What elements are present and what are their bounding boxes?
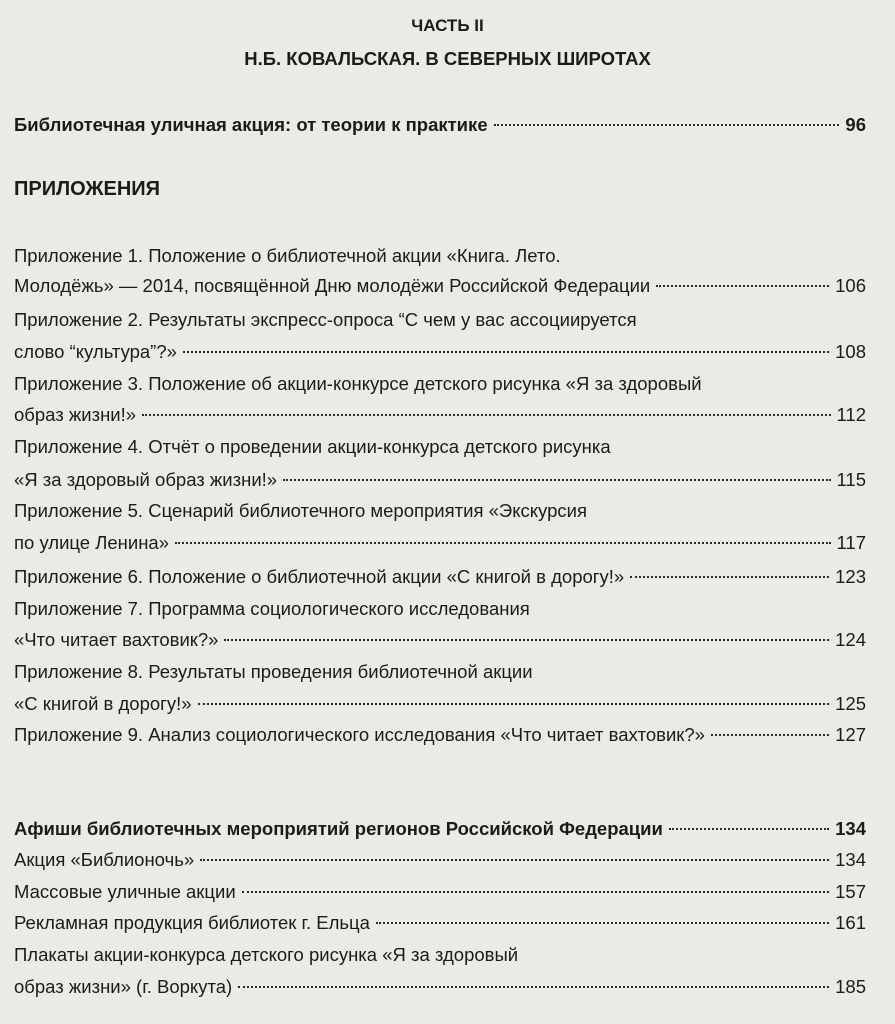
appendix-title: Приложение 6. Положение о библиотечной акции «С книгой в дорогу!» — [14, 566, 625, 587]
posters-item-page: 161 — [835, 912, 866, 933]
appendix-3 — [14, 401, 866, 429]
posters-item-title: Рекламная продукция библиотек г. Ельца — [14, 912, 370, 933]
appendix-page: 125 — [835, 693, 866, 714]
dot-leader — [200, 859, 829, 861]
appendix-8-line-1: Приложение 8. Результаты проведения библиотечной акции — [14, 661, 533, 682]
appendix-title-end: «Что читает вахтовик?» — [14, 629, 219, 650]
appendix-3-line-1: Приложение 3. Положение об акции-конкурсе детского рисунка «Я за здоровый — [14, 373, 702, 394]
appendix-title-end: «Я за здоровый образ жизни!» — [14, 469, 278, 490]
appendix-title-end: «С книгой в дорогу!» — [14, 693, 192, 714]
appendix-title: Приложение 9. Анализ социологического исследования «Что читает вахтовик?» — [14, 724, 705, 745]
appendix-page: 112 — [836, 404, 866, 425]
appendix-page: 115 — [836, 469, 866, 490]
appendix-6 — [14, 563, 866, 591]
dot-leader — [183, 351, 829, 353]
posters-item-3 — [14, 909, 866, 937]
appendix-5 — [14, 529, 866, 557]
appendix-7-line-1: Приложение 7. Программа социологического исследования — [14, 598, 530, 619]
appendix-title-end: Молодёжь» — 2014, посвящённой Дню молодёжи Российской Федерации — [14, 275, 651, 296]
appendix-2 — [14, 338, 866, 366]
dot-leader — [669, 828, 829, 830]
appendix-title-end: образ жизни!» — [14, 404, 137, 425]
posters-item-4-line-1: Плакаты акции-конкурса детского рисунка «Я за здоровый — [14, 944, 519, 965]
appendix-title-end: по улице Ленина» — [14, 532, 170, 553]
posters-item-2 — [14, 878, 866, 906]
appendix-8 — [14, 690, 866, 718]
toc-entry-title: Библиотечная уличная акция: от теории к практике — [14, 114, 488, 135]
dot-leader — [142, 414, 830, 416]
posters-item-4 — [14, 973, 866, 1001]
appendix-1 — [14, 272, 866, 300]
appendix-1-line-1: Приложение 1. Положение о библиотечной акции «Книга. Лето. — [14, 245, 561, 266]
dot-leader — [198, 703, 830, 705]
posters-item-page: 157 — [835, 881, 866, 902]
posters-section-page: 134 — [835, 818, 866, 839]
author-title: Н.Б. КОВАЛЬСКАЯ. В СЕВЕРНЫХ ШИРОТАХ — [244, 48, 651, 69]
appendix-9 — [14, 721, 866, 749]
posters-item-page: 185 — [835, 976, 866, 997]
appendix-4 — [14, 466, 866, 494]
part-title: ЧАСТЬ II — [411, 16, 484, 35]
dot-leader — [656, 285, 829, 287]
toc-entry-page: 96 — [845, 114, 866, 135]
appendix-page: 117 — [836, 532, 866, 553]
dot-leader — [238, 986, 829, 988]
dot-leader — [494, 124, 840, 126]
posters-item-title-end: образ жизни» (г. Воркута) — [14, 976, 233, 997]
dot-leader — [224, 639, 829, 641]
appendix-page: 106 — [835, 275, 866, 296]
appendix-2-line-1: Приложение 2. Результаты экспресс-опроса “С чем у вас ассоциируется — [14, 309, 637, 330]
posters-item-title: Акция «Библионочь» — [14, 849, 195, 870]
appendix-4-line-1: Приложение 4. Отчёт о проведении акции-конкурса детского рисунка — [14, 436, 611, 457]
appendix-5-line-1: Приложение 5. Сценарий библиотечного мероприятия «Экскурсия — [14, 500, 587, 521]
dot-leader — [630, 576, 829, 578]
posters-section-title: Афиши библиотечных мероприятий регионов Российской Федерации — [14, 818, 663, 839]
toc-entry-main — [14, 111, 866, 139]
appendix-page: 127 — [835, 724, 866, 745]
appendix-page: 123 — [835, 566, 866, 587]
appendix-page: 124 — [835, 629, 866, 650]
dot-leader — [376, 922, 829, 924]
posters-item-page: 134 — [835, 849, 866, 870]
dot-leader — [242, 891, 829, 893]
posters-item-1 — [14, 846, 866, 874]
dot-leader — [175, 542, 830, 544]
dot-leader — [283, 479, 830, 481]
dot-leader — [711, 734, 829, 736]
appendices-heading: ПРИЛОЖЕНИЯ — [14, 178, 161, 200]
appendix-title-end: слово “культура”?» — [14, 341, 177, 362]
appendix-page: 108 — [835, 341, 866, 362]
posters-item-title: Массовые уличные акции — [14, 881, 236, 902]
appendix-7 — [14, 626, 866, 654]
posters-section-entry — [14, 815, 866, 843]
